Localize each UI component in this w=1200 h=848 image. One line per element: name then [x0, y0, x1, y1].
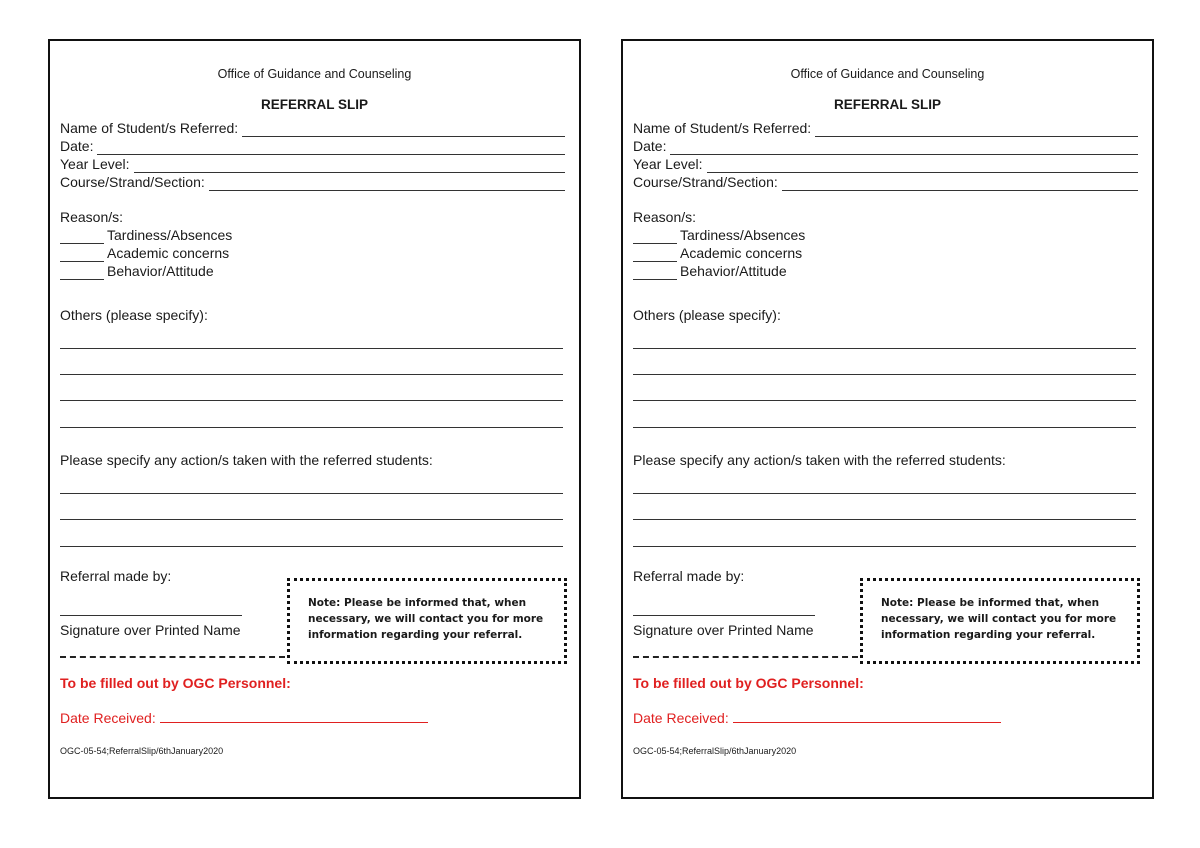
referral-made-by-label: Referral made by: — [60, 568, 172, 584]
date-field[interactable] — [633, 137, 1138, 155]
referral-slip-left — [48, 39, 581, 799]
signature-label: Signature over Printed Name — [60, 622, 241, 638]
year-level-label: Year Level: — [633, 156, 703, 172]
actions-label: Please specify any action/s taken with the referred students: — [60, 452, 433, 468]
date-received-label: Date Received: — [633, 710, 729, 726]
reason-check-blank[interactable] — [633, 248, 677, 262]
date-received-field[interactable] — [60, 709, 428, 727]
course-field[interactable] — [60, 173, 565, 191]
note-box — [860, 578, 1140, 664]
course-field[interactable] — [633, 173, 1138, 191]
others-blank-line[interactable] — [633, 348, 1136, 349]
student-name-field[interactable] — [60, 119, 565, 137]
others-blank-line[interactable] — [60, 374, 563, 375]
student-name-label: Name of Student/s Referred: — [633, 120, 812, 136]
reason-item[interactable] — [60, 244, 229, 262]
actions-blank-line[interactable] — [60, 519, 563, 520]
referral-slip-right — [621, 39, 1154, 799]
reason-item[interactable] — [633, 244, 802, 262]
year-level-field[interactable] — [60, 155, 565, 173]
others-blank-line[interactable] — [60, 427, 563, 428]
date-blank[interactable] — [670, 141, 1138, 155]
signature-line[interactable] — [60, 615, 242, 616]
reason-label: Academic concerns — [107, 245, 230, 261]
others-blank-line[interactable] — [633, 400, 1136, 401]
student-name-label: Name of Student/s Referred: — [60, 120, 239, 136]
ogc-section-label: To be filled out by OGC Personnel: — [60, 675, 291, 691]
slip-title: REFERRAL SLIP — [833, 97, 941, 112]
actions-blank-line[interactable] — [60, 546, 563, 547]
course-blank[interactable] — [209, 177, 565, 191]
student-name-blank[interactable] — [242, 123, 565, 137]
reason-label: Tardiness/Absences — [680, 227, 806, 243]
date-label: Date: — [60, 138, 94, 154]
course-blank[interactable] — [782, 177, 1138, 191]
reason-label: Behavior/Attitude — [107, 263, 214, 279]
signature-line[interactable] — [633, 615, 815, 616]
year-level-blank[interactable] — [707, 159, 1138, 173]
date-blank[interactable] — [97, 141, 565, 155]
note-box — [287, 578, 567, 664]
actions-blank-line[interactable] — [60, 493, 563, 494]
slip-title: REFERRAL SLIP — [260, 97, 368, 112]
others-label: Others (please specify): — [633, 307, 781, 323]
others-blank-line[interactable] — [60, 348, 563, 349]
dashed-divider — [60, 656, 285, 658]
reason-item[interactable] — [633, 226, 805, 244]
office-header: Office of Guidance and Counseling — [790, 67, 985, 81]
referral-made-by-label: Referral made by: — [633, 568, 745, 584]
signature-label: Signature over Printed Name — [633, 622, 814, 638]
others-blank-line[interactable] — [633, 427, 1136, 428]
reason-item[interactable] — [60, 226, 232, 244]
actions-blank-line[interactable] — [633, 546, 1136, 547]
office-header: Office of Guidance and Counseling — [217, 67, 412, 81]
course-label: Course/Strand/Section: — [60, 174, 205, 190]
actions-blank-line[interactable] — [633, 493, 1136, 494]
form-code: OGC-05-54;ReferralSlip/6thJanuary2020 — [633, 746, 797, 756]
reason-check-blank[interactable] — [60, 266, 104, 280]
reason-check-blank[interactable] — [60, 248, 104, 262]
actions-blank-line[interactable] — [633, 519, 1136, 520]
reason-label: Academic concerns — [680, 245, 803, 261]
reason-label: Tardiness/Absences — [107, 227, 233, 243]
reason-item[interactable] — [60, 262, 214, 280]
reasons-label: Reason/s: — [633, 209, 697, 225]
student-name-blank[interactable] — [815, 123, 1138, 137]
ogc-section-label: To be filled out by OGC Personnel: — [633, 675, 864, 691]
form-code: OGC-05-54;ReferralSlip/6thJanuary2020 — [60, 746, 224, 756]
course-label: Course/Strand/Section: — [633, 174, 778, 190]
date-label: Date: — [633, 138, 667, 154]
year-level-blank[interactable] — [134, 159, 565, 173]
date-received-blank[interactable] — [733, 709, 1001, 723]
date-field[interactable] — [60, 137, 565, 155]
actions-label: Please specify any action/s taken with the referred students: — [633, 452, 1006, 468]
dashed-divider — [633, 656, 858, 658]
reason-check-blank[interactable] — [633, 230, 677, 244]
date-received-field[interactable] — [633, 709, 1001, 727]
note-text: Note: Please be informed that, when necessary, we will contact you for more information regarding your referral. — [308, 597, 544, 641]
reason-check-blank[interactable] — [60, 230, 104, 244]
year-level-label: Year Level: — [60, 156, 130, 172]
others-blank-line[interactable] — [60, 400, 563, 401]
year-level-field[interactable] — [633, 155, 1138, 173]
others-blank-line[interactable] — [633, 374, 1136, 375]
reason-check-blank[interactable] — [633, 266, 677, 280]
others-label: Others (please specify): — [60, 307, 208, 323]
date-received-label: Date Received: — [60, 710, 156, 726]
date-received-blank[interactable] — [160, 709, 428, 723]
reasons-label: Reason/s: — [60, 209, 124, 225]
reason-item[interactable] — [633, 262, 787, 280]
note-text: Note: Please be informed that, when necessary, we will contact you for more information regarding your referral. — [881, 597, 1117, 641]
reason-label: Behavior/Attitude — [680, 263, 787, 279]
student-name-field[interactable] — [633, 119, 1138, 137]
